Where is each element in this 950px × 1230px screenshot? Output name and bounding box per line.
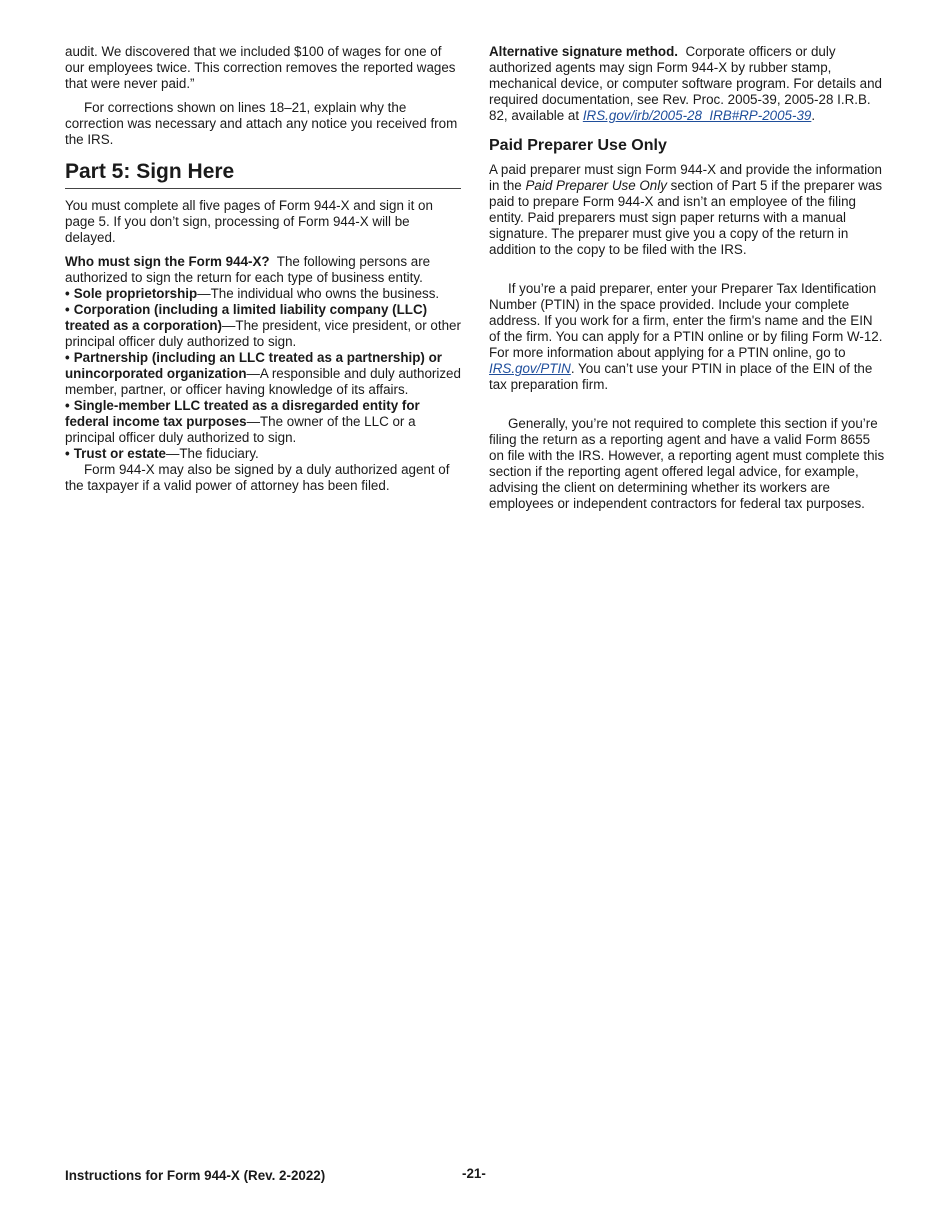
paid-preparer-text-a: A paid preparer must sign Form 944-X and provide the information in the — [489, 162, 882, 193]
bullet-text: —The president, vice president, or other principal officer duly authorized to sign. — [65, 318, 461, 349]
bullet-corporation — [65, 302, 461, 350]
paid-preparer-italic: Paid Preparer Use Only — [525, 178, 667, 193]
period: . — [811, 108, 816, 123]
corrections-explanation-paragraph: For corrections shown on lines 18–21, explain why the correction was necessary and attach any notice you received from the IRS. — [65, 100, 458, 147]
paid-preparer-heading: Paid Preparer Use Only — [489, 137, 667, 154]
ptin-link[interactable]: IRS.gov/PTIN — [489, 361, 571, 376]
bullet-icon: • — [65, 350, 70, 365]
page-number: -21- — [462, 1166, 486, 1181]
bullet-trust-or-estate — [65, 446, 461, 462]
left-column — [65, 44, 461, 502]
alternative-signature-lead: Alternative signature method. — [489, 44, 678, 59]
bullet-term: Trust or estate — [73, 446, 166, 461]
paid-preparer-paragraph — [489, 162, 887, 258]
who-must-sign-text: The following persons are authorized to sign the return for each type of business entity. — [65, 254, 431, 285]
who-must-sign-paragraph — [65, 254, 461, 286]
bullet-text: —The owner of the LLC or a principal officer duly authorized to sign. — [65, 414, 416, 445]
bullet-text: —A responsible and duly authorized member, partner, or officer having knowledge of its affairs. — [65, 366, 461, 397]
reporting-agent-paragraph: Generally, you’re not required to complete this section if you’re filing the return as a reporting agent and have a valid Form 8655 on file with the IRS. However, a reporting agent must complete this section if the reporting agent offered legal advice, for example, advising the client on determining whether its workers are employees or independent contractors for federal tax purposes. — [489, 416, 885, 511]
ptin-text-a: If you’re a paid preparer, enter your Preparer Tax Identification Number (PTIN) in the space provided. Include your complete address. If you work for a firm, enter the firm's name and the EIN of the firm. You can apply for a PTIN online or by filing Form W-12. For more information about applying for a PTIN online, go to — [489, 281, 883, 360]
alternative-signature-paragraph — [489, 44, 887, 124]
bullet-sole-proprietorship — [65, 286, 461, 302]
right-column — [489, 44, 887, 512]
bullet-term: Sole proprietorship — [73, 286, 198, 301]
paid-preparer-text-b: section of Part 5 if the preparer was paid to prepare Form 944-X and isn’t an employee of the filing entity. Paid preparers must sign paper returns with a manual signature. The preparer must give you a copy of the return in addition to the copy to be filed with the IRS. — [489, 178, 883, 257]
rev-proc-link[interactable]: IRS.gov/irb/2005-28_IRB#RP-2005-39 — [582, 108, 812, 123]
bullet-term: Single-member LLC treated as a disregarded entity for federal income tax purposes — [65, 398, 420, 429]
ptin-paragraph — [489, 281, 887, 393]
power-of-attorney-paragraph: Form 944-X may also be signed by a duly authorized agent of the taxpayer if a valid power of attorney has been filed. — [65, 462, 450, 493]
part5-heading: Part 5: Sign Here — [65, 159, 461, 189]
audit-example-paragraph: audit. We discovered that we included $100 of wages for one of our employees twice. This correction removes the reported wages that were never paid.” — [65, 44, 456, 91]
bullet-text: —The individual who owns the business. — [197, 286, 440, 301]
bullet-partnership — [65, 350, 461, 398]
bullet-icon: • — [65, 302, 70, 317]
who-must-sign-lead: Who must sign the Form 944-X? — [65, 254, 270, 269]
sign-requirement-paragraph: You must complete all five pages of Form 944-X and sign it on page 5. If you don’t sign, processing of Form 944-X will be delayed. — [65, 198, 433, 245]
alternative-signature-text: Corporate officers or duly authorized agents may sign Form 944-X by rubber stamp, mechanical device, or computer software program. For details and required documentation, see Rev. Proc. 2005-39, 2005-28 I.R.B. 82, available at — [489, 44, 882, 123]
bullet-icon: • — [65, 398, 70, 413]
bullet-icon: • — [65, 286, 70, 301]
bullet-text: —The fiduciary. — [165, 446, 259, 461]
bullet-term: Partnership (including an LLC treated as a partnership) or unincorporated organization — [65, 350, 443, 381]
bullet-single-member-llc — [65, 398, 461, 446]
ptin-text-b: . You can’t use your PTIN in place of the EIN of the tax preparation firm. — [489, 361, 873, 392]
bullet-icon: • — [65, 446, 70, 461]
bullet-term: Corporation (including a limited liability company (LLC) treated as a corporation) — [65, 302, 428, 333]
footer-title: Instructions for Form 944-X (Rev. 2-2022) — [65, 1168, 326, 1183]
